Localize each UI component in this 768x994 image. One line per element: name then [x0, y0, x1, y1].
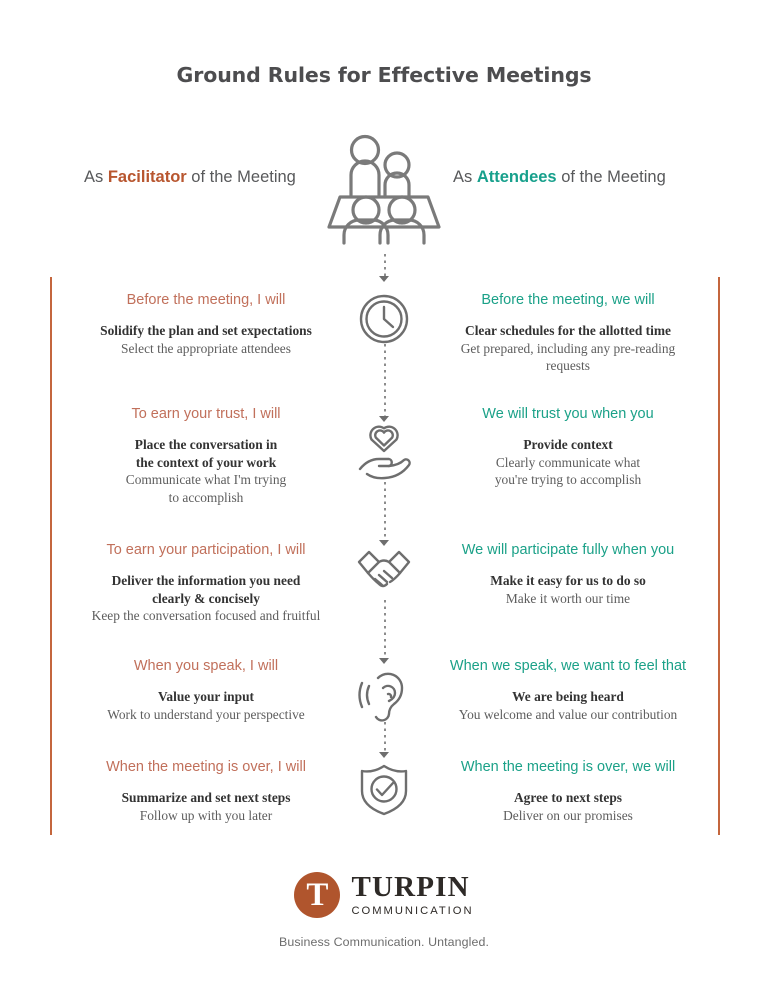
cell-line: Make it worth our time — [505, 590, 631, 606]
facilitator-cell — [56, 405, 356, 506]
cell-heading: To earn your participation, I will — [106, 542, 306, 558]
attendees-cell — [418, 291, 718, 375]
connector-arrow-1 — [379, 416, 389, 422]
attendees-keyword: Attendees — [476, 168, 557, 186]
cell-heading: When the meeting is over, I will — [106, 759, 306, 775]
connector-dots-3 — [384, 600, 386, 658]
facilitator-column-header — [84, 168, 296, 187]
logo-lockup — [294, 872, 473, 918]
connector-dots-0 — [384, 254, 386, 276]
logo-wordmark — [351, 873, 473, 917]
facilitator-cell — [56, 657, 356, 723]
cell-line: Deliver on our promises — [503, 807, 633, 823]
cell-line: to accomplish — [168, 489, 244, 505]
connector-dots-1 — [384, 344, 386, 416]
cell-line: Clearly communicate what — [495, 454, 641, 470]
cell-line: Solidify the plan and set expectations — [100, 323, 312, 338]
facilitator-header-suffix: of the Meeting — [186, 168, 296, 186]
attendees-cell — [418, 541, 718, 607]
cell-line: Communicate what I'm trying — [125, 472, 287, 487]
connector-arrow-4 — [379, 752, 389, 758]
brand-tagline: Business Communication. Untangled. — [278, 935, 490, 949]
cell-line: Provide context — [523, 437, 613, 452]
cell-line: Agree to next steps — [514, 790, 622, 805]
attendees-cell — [418, 405, 718, 489]
cell-heading: When the meeting is over, we will — [460, 759, 676, 775]
cell-line: Make it easy for us to do so — [490, 573, 646, 588]
cell-line: Summarize and set next steps — [121, 790, 291, 805]
cell-line: Clear schedules for the allotted time — [465, 323, 671, 338]
connector-arrow-0 — [379, 276, 389, 282]
cell-line: Deliver the information you need — [111, 573, 301, 588]
connector-dots-2 — [384, 482, 386, 540]
meeting-table-people-icon — [318, 133, 450, 251]
facilitator-cell — [56, 758, 356, 824]
cell-line: Place the conversation in — [134, 437, 278, 452]
attendees-header-prefix: As — [453, 168, 477, 186]
connector-dots-4 — [384, 722, 386, 752]
connector-arrow-2 — [379, 540, 389, 546]
page-title: Ground Rules for Effective Meetings — [176, 63, 592, 87]
cell-heading: When you speak, I will — [133, 658, 279, 674]
right-divider-rule — [718, 277, 720, 835]
cell-heading: Before the meeting, we will — [481, 292, 655, 308]
turpin-logo-mark-icon — [294, 872, 340, 918]
cell-line: Get prepared, including any pre-reading — [460, 340, 676, 356]
cell-line: You welcome and value our contribution — [458, 706, 678, 722]
cell-line: requests — [546, 358, 590, 373]
cell-line: you're trying to accomplish — [494, 472, 642, 487]
cell-line: clearly & concisely — [152, 590, 260, 606]
facilitator-cell — [56, 291, 356, 357]
logo-letter: T — [306, 877, 329, 913]
facilitator-cell — [56, 541, 356, 625]
cell-line: the context of your work — [135, 454, 277, 470]
cell-line: Work to understand your perspective — [107, 706, 305, 722]
cell-line: We are being heard — [512, 689, 624, 704]
facilitator-header-prefix: As — [84, 168, 108, 186]
cell-heading: We will trust you when you — [482, 406, 654, 422]
attendees-header-suffix: of the Meeting — [556, 168, 666, 186]
cell-heading: To earn your trust, I will — [131, 406, 281, 422]
cell-line: Select the appropriate attendees — [121, 340, 291, 356]
brand-subtitle: COMMUNICATION — [351, 905, 474, 917]
attendees-column-header — [453, 168, 666, 187]
footer-branding — [0, 872, 768, 949]
cell-line: Keep the conversation focused and fruitful — [91, 608, 321, 623]
cell-line: Value your input — [157, 689, 254, 704]
cell-heading: When we speak, we want to feel that — [449, 658, 687, 674]
cell-heading: Before the meeting, I will — [126, 292, 286, 308]
cell-line: Follow up with you later — [139, 807, 273, 823]
attendees-cell — [418, 657, 718, 723]
brand-name: TURPIN — [351, 871, 470, 903]
left-divider-rule — [50, 277, 52, 835]
facilitator-keyword: Facilitator — [107, 168, 187, 186]
connector-arrow-3 — [379, 658, 389, 664]
attendees-cell — [418, 758, 718, 824]
cell-heading: We will participate fully when you — [461, 542, 675, 558]
